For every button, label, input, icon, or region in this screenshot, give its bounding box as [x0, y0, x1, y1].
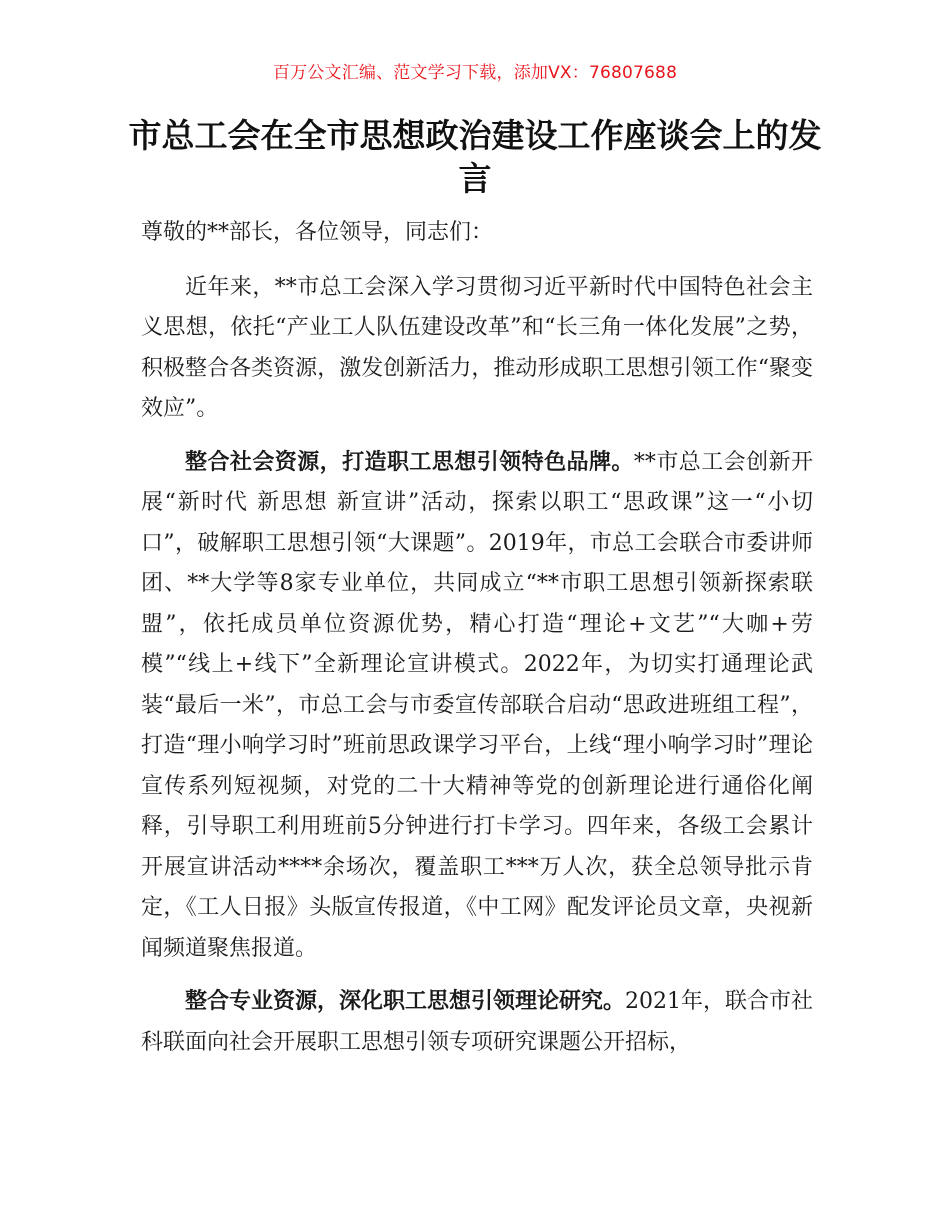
paragraph-professional-resources	[141, 982, 813, 1063]
paragraph-lead-heading: 整合专业资源，深化职工思想引领理论研究。	[185, 989, 626, 1014]
document-title: 市总工会在全市思想政治建设工作座谈会上的发言	[128, 116, 822, 198]
salutation: 尊敬的**部长，各位领导，同志们：	[141, 220, 494, 245]
paragraph-intro	[141, 268, 813, 430]
paragraph-text: 2021年，联合市社科联面向社会开展职工思想引领专项研究课题公开招标，	[141, 989, 814, 1055]
paragraph-social-resources	[141, 443, 813, 970]
paragraph-lead-heading: 整合社会资源，打造职工思想引领特色品牌。	[185, 449, 634, 475]
paragraph-text: 近年来，**市总工会深入学习贯彻习近平新时代中国特色社会主义思想，依托“产业工人队伍建设改革”和“长三角一体化发展”之势，积极整合各类资源，激发创新活力，推动形成职工思想引领工作“聚变效应”。	[141, 274, 813, 421]
header-watermark-note: 百万公文汇编、范文学习下载，添加VX：76807688	[272, 63, 678, 83]
paragraph-text: **市总工会创新开展“新时代 新思想 新宣讲”活动，探索以职工“思政课”这一“小切口”，破解职工思想引领“大课题”。2019年，市总工会联合市委讲师团、**大学等8家专业单位，共同成立“**市职工思想引领新探索联盟”，依托成员单位资源优势，精心打造“理论+文艺”“大咖+劳模”“线上+线下”全新理论宣讲模式。2022年，为切实打通理论武装“最后一米”，市总工会与市委宣传部联合启动“思政进班组工程”，打造“理小响学习时”班前思政课学习平台，上线“理小响学习时”理论宣传系列短视频，对党的二十大精神等党的创新理论进行通俗化阐释，引导职工利用班前5分钟进行打卡学习。四年来，各级工会累计开展宣讲活动****余场次，覆盖职工***万人次，获全总领导批示肯定，《工人日报》头版宣传报道，《中工网》配发评论员文章，央视新闻频道聚焦报道。	[141, 449, 813, 961]
document-body	[141, 213, 813, 1076]
